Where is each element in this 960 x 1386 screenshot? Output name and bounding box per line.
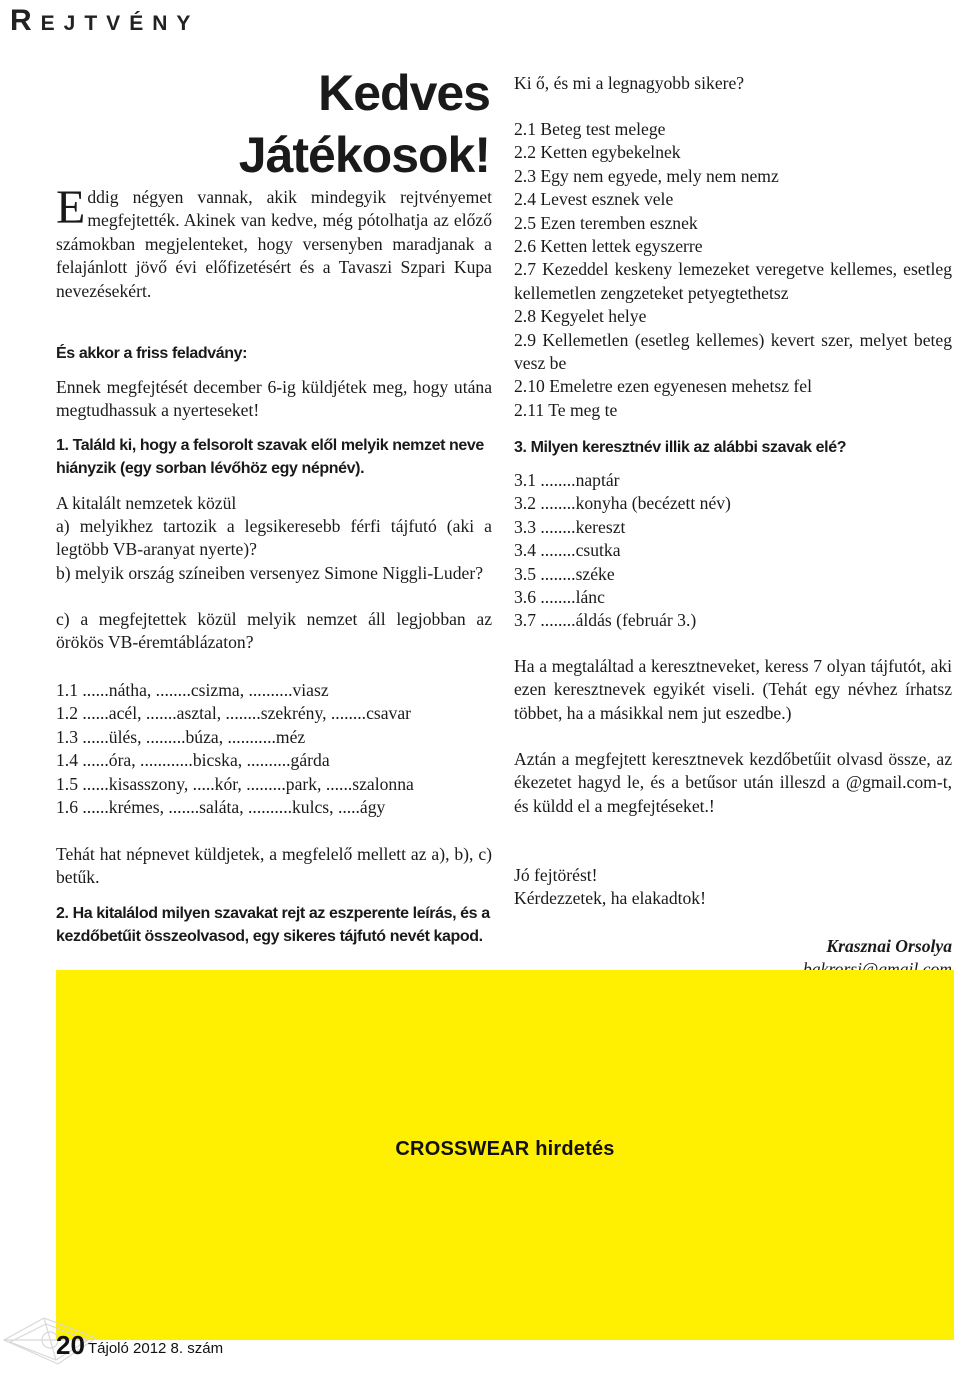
drop-cap: E <box>56 181 86 234</box>
question-3-heading: 3. Milyen keresztnév illik az alábbi szavak elé? <box>514 439 847 456</box>
list-item: 2.2 Ketten egybekelnek <box>514 142 681 163</box>
list-item: 2.11 Te meg te <box>514 399 618 420</box>
question-1-list <box>56 679 492 819</box>
list-item: 3.4 ........csutka <box>514 540 621 561</box>
list-item: 2.5 Ezen teremben esznek <box>514 212 698 233</box>
deadline-paragraph: Ennek megfejtését december 6-ig küldjétek meg, hogy utána megtudhassuk a nyerteseket! <box>56 377 492 421</box>
list-item: 2.4 Levest esznek vele <box>514 189 674 210</box>
section-title <box>10 4 199 38</box>
question-1-b: b) melyik ország színeiben versenyez Simone Niggli-Luder? <box>56 563 484 583</box>
question-2-question: Ki ő, és mi a legnagyobb sikere? <box>514 73 745 93</box>
headline-line-2: Játékosok! <box>238 127 490 183</box>
list-item: 2.8 Kegyelet helye <box>514 306 647 327</box>
list-item: 3.7 ........áldás (február 3.) <box>514 610 697 631</box>
instructions-paragraph-1: Ha a megtaláltad a keresztneveket, keress 7 olyan tájfutót, aki ezen keresztnevek egyikét viseli. (Tehát egy névhez írhatsz többet, ha a másikkal nem jut eszedbe.) <box>514 656 952 723</box>
list-item: 2.3 Egy nem egyede, mely nem nemz <box>514 165 779 186</box>
headline <box>239 62 490 186</box>
question-2-list <box>514 118 952 422</box>
ad-label: CROSSWEAR hirdetés <box>395 1138 615 1160</box>
list-item: 1.4 ......óra, ............bicska, ..........gárda <box>56 750 330 771</box>
list-item: 3.6 ........lánc <box>514 587 605 608</box>
question-1-c: c) a megfejtettek közül melyik nemzet áll legjobban az örökös VB-éremtáblázaton? <box>56 609 492 653</box>
instructions-paragraph-2: Aztán a megfejtett keresztnevek kezdőbetűit olvasd össze, az ékezetet hagyd le, és a betűsor után illeszd a @gmail.com-t, és küldd el a megfejtéseket.! <box>514 749 952 816</box>
list-item: 3.5 ........széke <box>514 563 615 584</box>
intro-paragraph <box>56 181 492 303</box>
headline-line-1: Kedves <box>318 65 490 121</box>
closing-line-2: Kérdezzetek, ha elakadtok! <box>514 888 706 908</box>
ad-placeholder <box>56 970 954 1340</box>
question-1-intro: A kitalált nemzetek közül <box>56 493 237 513</box>
magazine-issue: Tájoló 2012 8. szám <box>88 1340 224 1357</box>
list-item: 1.6 ......krémes, .......saláta, ..........kulcs, .....ágy <box>56 797 386 818</box>
page-number: 20 <box>56 1330 85 1360</box>
intro-text: ddig négyen vannak, akik mindegyik rejtvényemet megfejtették. Akinek van kedve, még pótolhatja az előző számokban megjelenteket, hogy versenyben maradjanak a felajánlott jövő évi előfizetésért és a Tavaszi Szpari Kupa nevezésekért. <box>56 187 492 301</box>
list-item: 2.9 Kellemetlen (esetleg kellemes) kevert szer, melyet beteg vesz be <box>514 329 952 374</box>
section-title-rest: EJTVÉNY <box>40 12 200 35</box>
section-title-initial: R <box>10 4 41 37</box>
list-item: 2.10 Emeletre ezen egyenesen mehetsz fel <box>514 376 812 397</box>
list-item: 2.6 Ketten lettek egyszerre <box>514 236 703 257</box>
list-item: 1.3 ......ülés, .........búza, ...........méz <box>56 726 306 747</box>
list-item: 3.3 ........kereszt <box>514 516 626 537</box>
question-1-outro: Tehát hat népnevet küldjetek, a megfelelő mellett az a), b), c) betűk. <box>56 844 492 888</box>
list-item: 3.2 ........konyha (becézett név) <box>514 493 731 514</box>
question-1-a: a) melyikhez tartozik a legsikeresebb férfi tájfutó (aki a legtöbb VB-aranyat nyerte)? <box>56 516 492 560</box>
new-task-heading: És akkor a friss feladvány: <box>56 345 248 362</box>
closing-line-1: Jó fejtörést! <box>514 865 598 885</box>
list-item: 1.1 ......nátha, ........csizma, ..........viasz <box>56 680 329 700</box>
list-item: 2.7 Kezeddel keskeny lemezeket veregetve kellemes, esetleg kellemetlen zengzeteket petyegtethetsz <box>514 259 952 303</box>
list-item: 2.1 Beteg test melege <box>514 119 666 139</box>
list-item: 3.1 ........naptár <box>514 470 620 490</box>
question-2-heading: 2. Ha kitalálod milyen szavakat rejt az eszperente leírás, és a kezdőbetűit összeolvasod, egy sikeres tájfutó nevét kapod. <box>56 905 490 946</box>
question-3-list <box>514 469 952 633</box>
question-1-heading: 1. Találd ki, hogy a felsorolt szavak elől melyik nemzet neve hiányzik (egy sorban lévőhöz egy népnév). <box>56 437 484 478</box>
author-name: Krasznai Orsolya <box>826 936 952 956</box>
list-item: 1.2 ......acél, .......asztal, ........szekrény, ........csavar <box>56 703 412 724</box>
list-item: 1.5 ......kisasszony, .....kór, .........park, ......szalonna <box>56 773 414 794</box>
